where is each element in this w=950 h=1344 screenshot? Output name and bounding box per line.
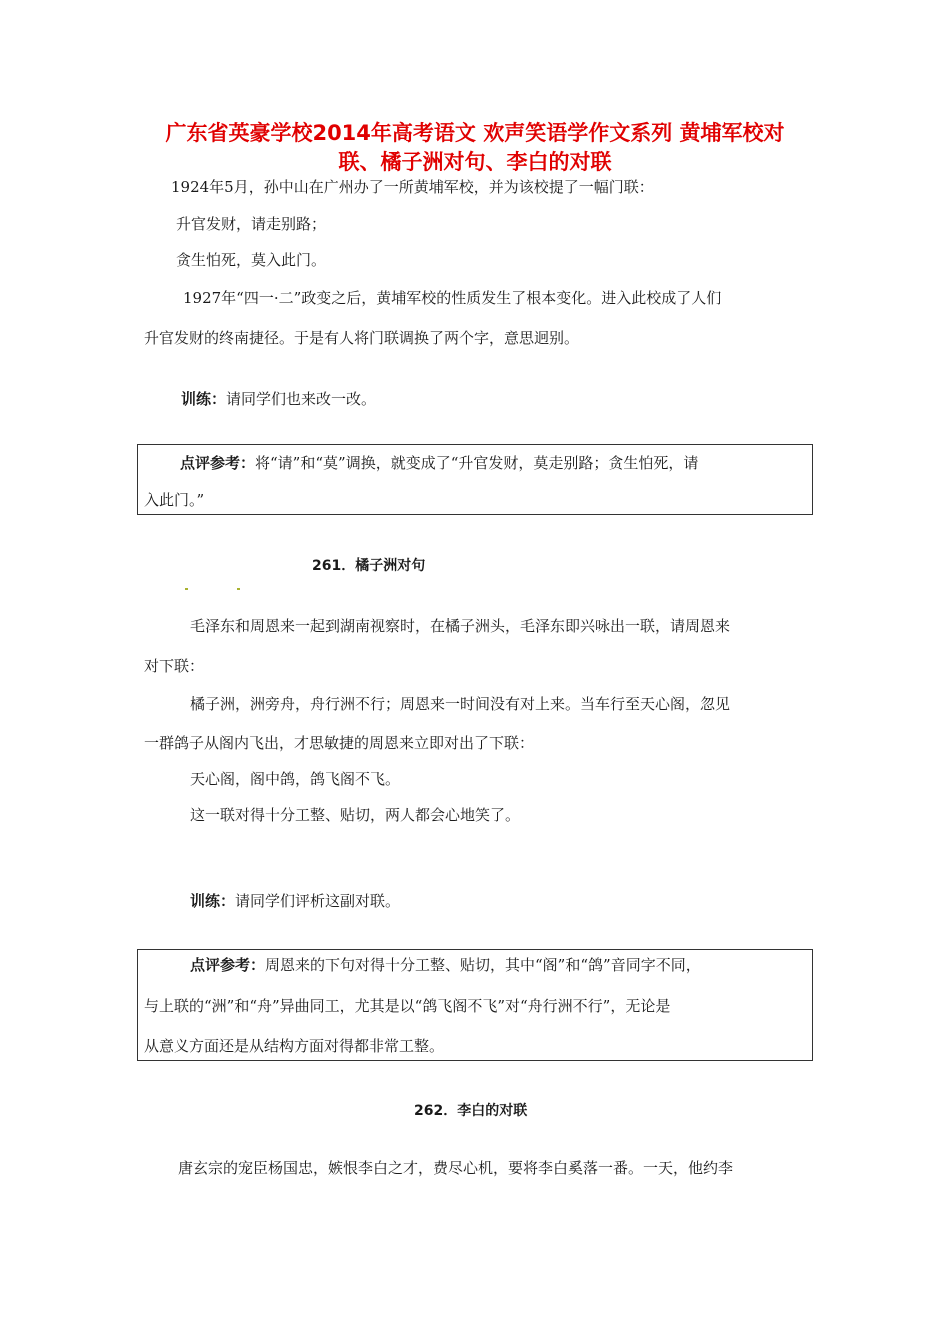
- change-paragraph-line-1: 1927年“四一·二”政变之后，黄埔军校的性质发生了根本变化。进入此校成了人们: [183, 289, 722, 307]
- review-text: 周恩来的下句对得十分工整、贴切，其中“阁”和“鸽”音同字不同，: [265, 956, 701, 974]
- libai-paragraph-line-1: 唐玄宗的宠臣杨国忠，嫉恨李白之才，费尽心机，要将李白奚落一番。一天，他约李: [178, 1159, 734, 1177]
- training-2: [190, 891, 400, 911]
- review-label: 点评参考：: [180, 454, 256, 472]
- training-text: 请同学们评析这副对联。: [235, 892, 401, 910]
- conclusion-paragraph: 这一联对得十分工整、贴切，两人都会心地笑了。: [190, 806, 521, 824]
- review-label: 点评参考：: [190, 956, 266, 974]
- title-line-2: 联、橘子洲对句、李白的对联: [338, 150, 612, 174]
- title-line-1: 广东省英豪学校2014年高考语文 欢声笑语学作文系列 黄埔军校对: [165, 121, 785, 145]
- decor-dot: [237, 588, 240, 590]
- review-2-line-1: [190, 955, 701, 975]
- review-2-line-2: 与上联的“洲”和“舟”异曲同工，尤其是以“鸽飞阁不飞”对“舟行洲不行”，无论是: [144, 997, 671, 1015]
- review-1-line-1: [180, 453, 698, 473]
- story-paragraph-line-2: 一群鸽子从阁内飞出，才思敏捷的周恩来立即对出了下联：: [144, 734, 535, 752]
- review-1-line-2: 入此门。”: [144, 491, 205, 509]
- couplet-line-2: 贪生怕死，莫入此门。: [176, 251, 327, 269]
- review-text: 将“请”和“莫”调换，就变成了“升官发财，莫走别路；贪生怕死，请: [255, 454, 699, 472]
- couplet-line-1: 升官发财，请走别路；: [176, 215, 327, 233]
- change-paragraph-line-2: 升官发财的终南捷径。于是有人将门联调换了两个字，意思迥别。: [144, 329, 580, 347]
- intro-paragraph: 1924年5月，孙中山在广州办了一所黄埔军校，并为该校提了一幅门联：: [171, 178, 654, 196]
- section-heading-261: 261．橘子洲对句: [312, 558, 426, 574]
- section-heading-262: 262．李白的对联: [414, 1103, 528, 1119]
- visit-paragraph-line-2: 对下联：: [144, 657, 205, 675]
- couplet-reply: 天心阁，阁中鸽，鸽飞阁不飞。: [190, 770, 401, 788]
- decor-dot: [185, 588, 188, 590]
- training-label: 训练：: [181, 390, 227, 408]
- story-paragraph-line-1: 橘子洲，洲旁舟，舟行洲不行；周恩来一时间没有对上来。当车行至天心阁，忽见: [190, 695, 731, 713]
- document-title: [137, 119, 813, 177]
- training-1: [181, 389, 376, 409]
- visit-paragraph-line-1: 毛泽东和周恩来一起到湖南视察时，在橘子洲头，毛泽东即兴咏出一联，请周恩来: [190, 617, 731, 635]
- training-text: 请同学们也来改一改。: [226, 390, 377, 408]
- training-label: 训练：: [190, 892, 236, 910]
- review-2-line-3: 从意义方面还是从结构方面对得都非常工整。: [144, 1037, 445, 1055]
